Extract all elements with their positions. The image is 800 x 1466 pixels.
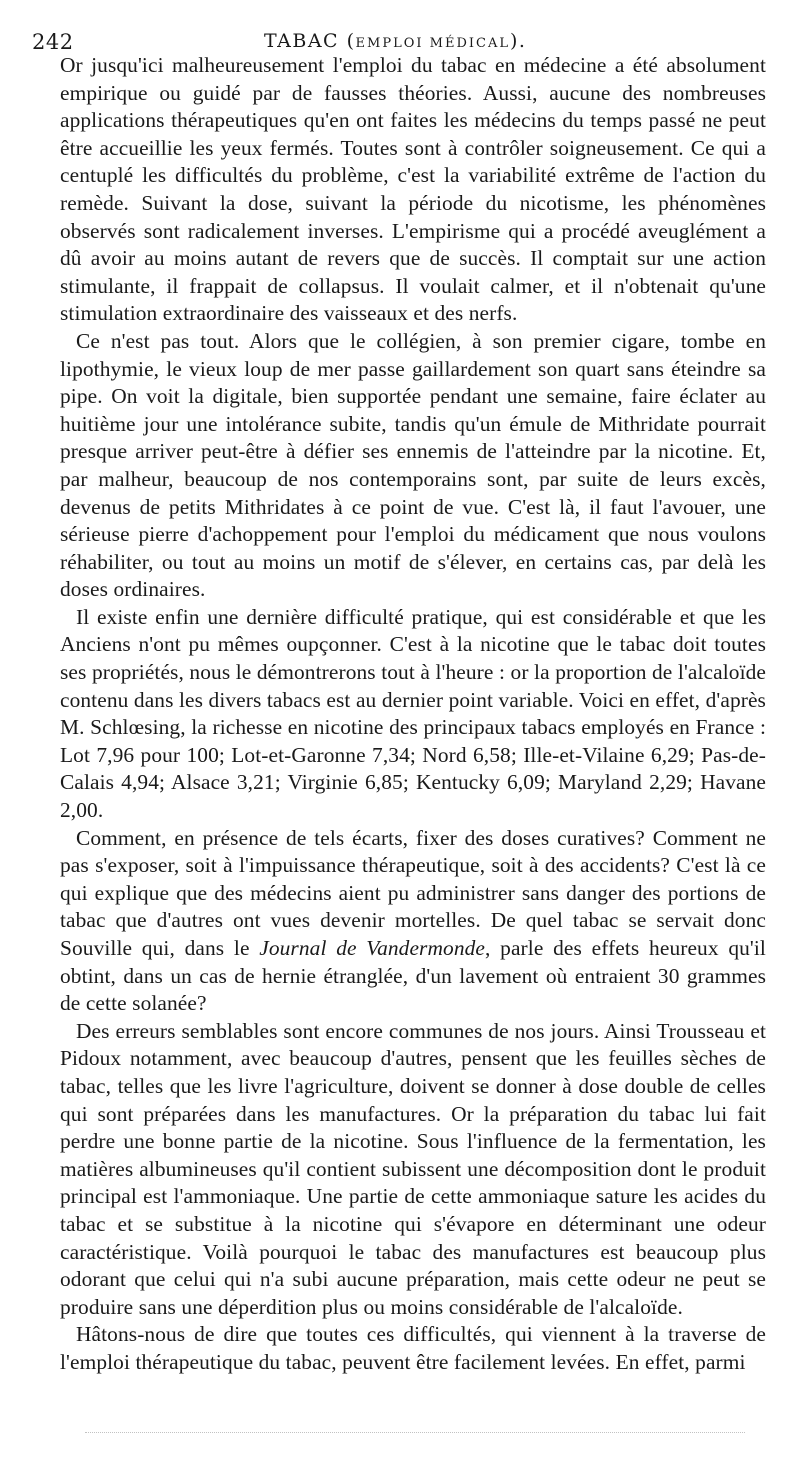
running-title-sub: EMPLOI MÉDICAL (355, 36, 510, 51)
running-title-main: TABAC (264, 30, 340, 52)
paragraph-5: Des erreurs semblables sont encore communes de nos jours. Ainsi Trousseau et Pidoux notamment, avec beaucoup d'autres, pensent que les feuilles sèches de tabac, telles que les livre l'agriculture, doivent se donner à dose double de celles qui sont préparées dans les manufactures. Or la préparation du tabac lui fait perdre une bonne partie de la nicotine. Sous l'influence de la fermentation, les matières albumineuses qu'il contient subissent une décomposition dont le produit principal est l'ammoniaque. Une partie de cette ammoniaque sature les acides du tabac et se substitue à la nicotine qui s'évapore en déterminant une odeur caractéristique. Voilà pourquoi le tabac des manufactures est beaucoup plus odorant que celui qui n'a subi aucune préparation, mais cette odeur ne peut se produire sans une déperdition plus ou moins considérable de l'alcaloïde. (60, 1018, 766, 1319)
paragraph-3: Il existe enfin une dernière difficulté pratique, qui est considérable et que les Anciens n'ont pu mêmes oupçonner. C'est à la nicotine que le tabac doit toutes ses propriétés, nous le démontrerons tout à l'heure : or la proportion de l'alcaloïde contenu dans les divers tabacs est au dernier point variable. Voici en effet, d'après M. Schlœsing, la richesse en nicotine des principaux tabacs employés en France : Lot 7,96 pour 100; Lot-et-Garonne 7,34; Nord 6,58; Ille-et-Vilaine 6,29; Pas-de-Calais 4,94; Alsace 3,21; Virginie 6,85; Kentucky 6,09; Maryland 2,29; Havane 2,00. (60, 604, 766, 823)
paragraph-2: Ce n'est pas tout. Alors que le collégien, à son premier cigare, tombe en lipothymie, le vieux loup de mer passe gaillardement son quart sans éteindre sa pipe. On voit la digitale, bien supportée pendant une semaine, faire éclater au huitième jour une intolérance subite, tandis qu'un émule de Mithridate pourrait presque arriver peut-être à défier ses ennemis de l'atteindre par la nicotine. Et, par malheur, beaucoup de nos contemporains sont, par suite de leurs excès, devenus de petits Mithridates à ce point de vue. C'est là, il faut l'avouer, une sérieuse pierre d'achoppement pour l'emploi du médicament que nous voulons réhabiliter, ou tout au moins un motif de s'élever, en certains cas, par delà les doses ordinaires. (60, 328, 766, 602)
paragraph-4-text-after: , parle des effets heureux qu'il obtint, dans un cas de hernie étranglée, d'un lavement où entraient 30 grammes de cette solanée? (60, 936, 766, 1016)
running-title-paren-close: ). (509, 30, 527, 52)
running-title (264, 30, 526, 52)
paragraph-1: Or jusqu'ici malheureusement l'emploi du tabac en médecine a été absolument empirique ou guidé par de fausses théories. Aussi, aucune des nombreuses applications thérapeutiques qu'en ont faites les médecins du temps passé ne peut être accueillie les yeux fermés. Toutes sont à contrôler soigneusement. Ce qui a centuplé les difficultés du problème, c'est la variabilité extrême de l'action du remède. Suivant la dose, suivant la période du nicotisme, les phénomènes observés sont radicalement inverses. L'empirisme qui a procédé aveuglément a dû avoir au moins autant de revers que de succès. Il comptait sur une action stimulante, il frappait de collapsus. Il voulait calmer, et il n'obtenait qu'une stimulation extraordinaire des vaisseaux et des nerfs. (60, 53, 766, 326)
page-number: 242 (32, 30, 74, 54)
paragraph-6: Hâtons-nous de dire que toutes ces difficultés, qui viennent à la traverse de l'emploi thérapeutique du tabac, peuvent être facilement levées. En effet, parmi (60, 1322, 766, 1374)
paragraph-4 (60, 825, 766, 1018)
running-title-paren-open: ( (346, 30, 356, 52)
paragraph-4-text-before: Comment, en présence de tels écarts, fixer des doses curatives? Comment ne pas s'exposer, soit à l'impuissance thérapeutique, soit à des accidents? C'est là ce qui explique que des médecins aient pu administrer sans danger des portions de tabac que d'autres ont vues devenir mortelles. De quel tabac se servait donc Souville qui, dans le (60, 825, 766, 960)
journal-title: Journal de Vandermonde (259, 936, 486, 960)
footer-scan-artifact (85, 1432, 745, 1435)
body-text (60, 52, 766, 1377)
